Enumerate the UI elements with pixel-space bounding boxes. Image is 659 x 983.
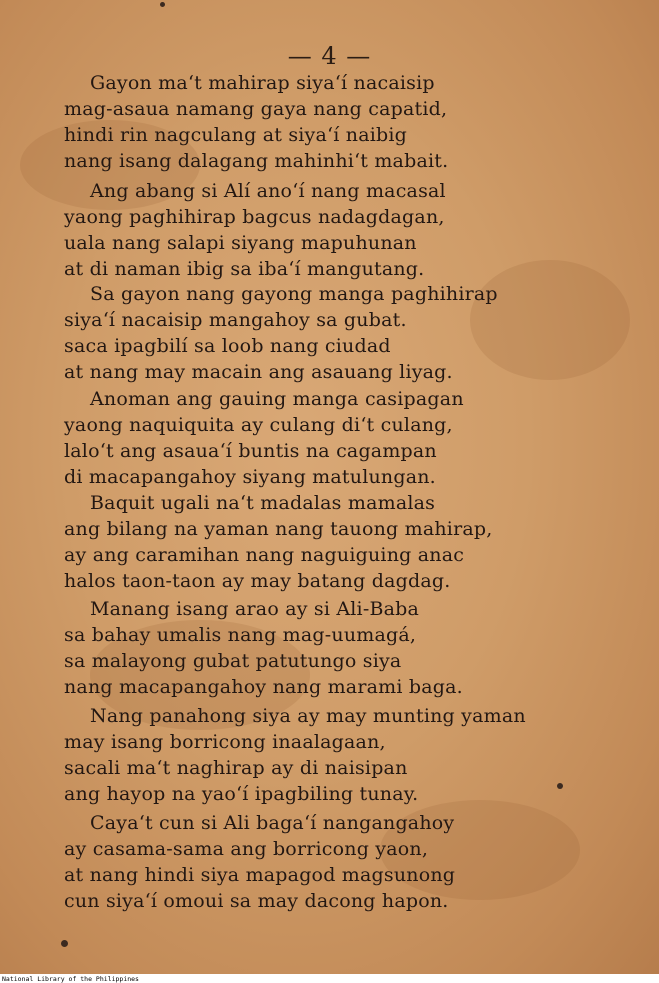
verse-line: di macapangahoy siyang matulungan.: [64, 466, 436, 488]
verse-line: Baquit ugali na‘t madalas mamalas: [90, 492, 436, 514]
stanza: [64, 490, 544, 594]
verse-line: Manang isang arao ay si Ali-Baba: [90, 598, 420, 620]
verse-line: cun siya‘í omoui sa may dacong hapon.: [64, 890, 449, 912]
stanza: [64, 386, 544, 490]
verse-line: uala nang salapi siyang mapuhunan: [64, 232, 417, 254]
verse-line: yaong paghihirap bagcus nadagdagan,: [64, 206, 445, 228]
stanza: [64, 281, 544, 385]
stanza: [64, 178, 544, 282]
verse-line: Caya‘t cun si Ali baga‘í nangangahoy: [90, 812, 455, 834]
verse-line: siya‘í nacaisip mangahoy sa gubat.: [64, 309, 407, 331]
ink-speck: [160, 2, 165, 7]
verse-line: ay ang caramihan nang naguiguing anac: [64, 544, 465, 566]
verse-line: Ang abang si Alí ano‘í nang macasal: [90, 180, 446, 202]
verse-line: sa bahay umalis nang mag-uumagá,: [64, 624, 417, 646]
ink-speck: [61, 940, 68, 947]
verse-line: ay casama-sama ang borricong yaon,: [64, 838, 429, 860]
stanza: [64, 810, 544, 914]
verse-line: sacali ma‘t naghirap ay di naisipan: [64, 757, 408, 779]
stanza: [64, 703, 544, 807]
stanza: [64, 70, 544, 174]
verse-line: at di naman ibig sa iba‘í mangutang.: [64, 258, 425, 280]
verse-line: nang macapangahoy nang marami baga.: [64, 676, 463, 698]
stanza: [64, 596, 544, 700]
verse-line: ang hayop na yao‘í ipagbiling tunay.: [64, 783, 419, 805]
verse-line: Gayon ma‘t mahirap siya‘í nacaisip: [90, 72, 435, 94]
page-number: — 4 —: [287, 42, 372, 70]
verse-line: mag-asaua namang gaya nang capatid,: [64, 98, 448, 120]
verse-line: saca ipagbilí sa loob nang ciudad: [64, 335, 391, 357]
verse-line: nang isang dalagang mahinhi‘t mabait.: [64, 150, 449, 172]
footer-credit: National Library of the Philippines: [2, 975, 139, 983]
verse-line: may isang borricong inaalagaan,: [64, 731, 386, 753]
verse-line: ang bilang na yaman nang tauong mahirap,: [64, 518, 493, 540]
verse-line: sa malayong gubat patutungo siya: [64, 650, 402, 672]
verse-line: Sa gayon nang gayong manga paghihirap: [90, 283, 498, 305]
verse-line: Nang panahong siya ay may munting yaman: [90, 705, 526, 727]
verse-line: hindi rin nagculang at siya‘í naibig: [64, 124, 408, 146]
verse-line: at nang may macain ang asauang liyag.: [64, 361, 453, 383]
verse-line: lalo‘t ang asaua‘í buntis na cagampan: [64, 440, 437, 462]
verse-line: halos taon-taon ay may batang dagdag.: [64, 570, 451, 592]
verse-line: Anoman ang gauing manga casipagan: [90, 388, 464, 410]
verse-line: at nang hindi siya mapagod magsunong: [64, 864, 456, 886]
ink-speck: [557, 783, 563, 789]
verse-line: yaong naquiquita ay culang di‘t culang,: [64, 414, 453, 436]
